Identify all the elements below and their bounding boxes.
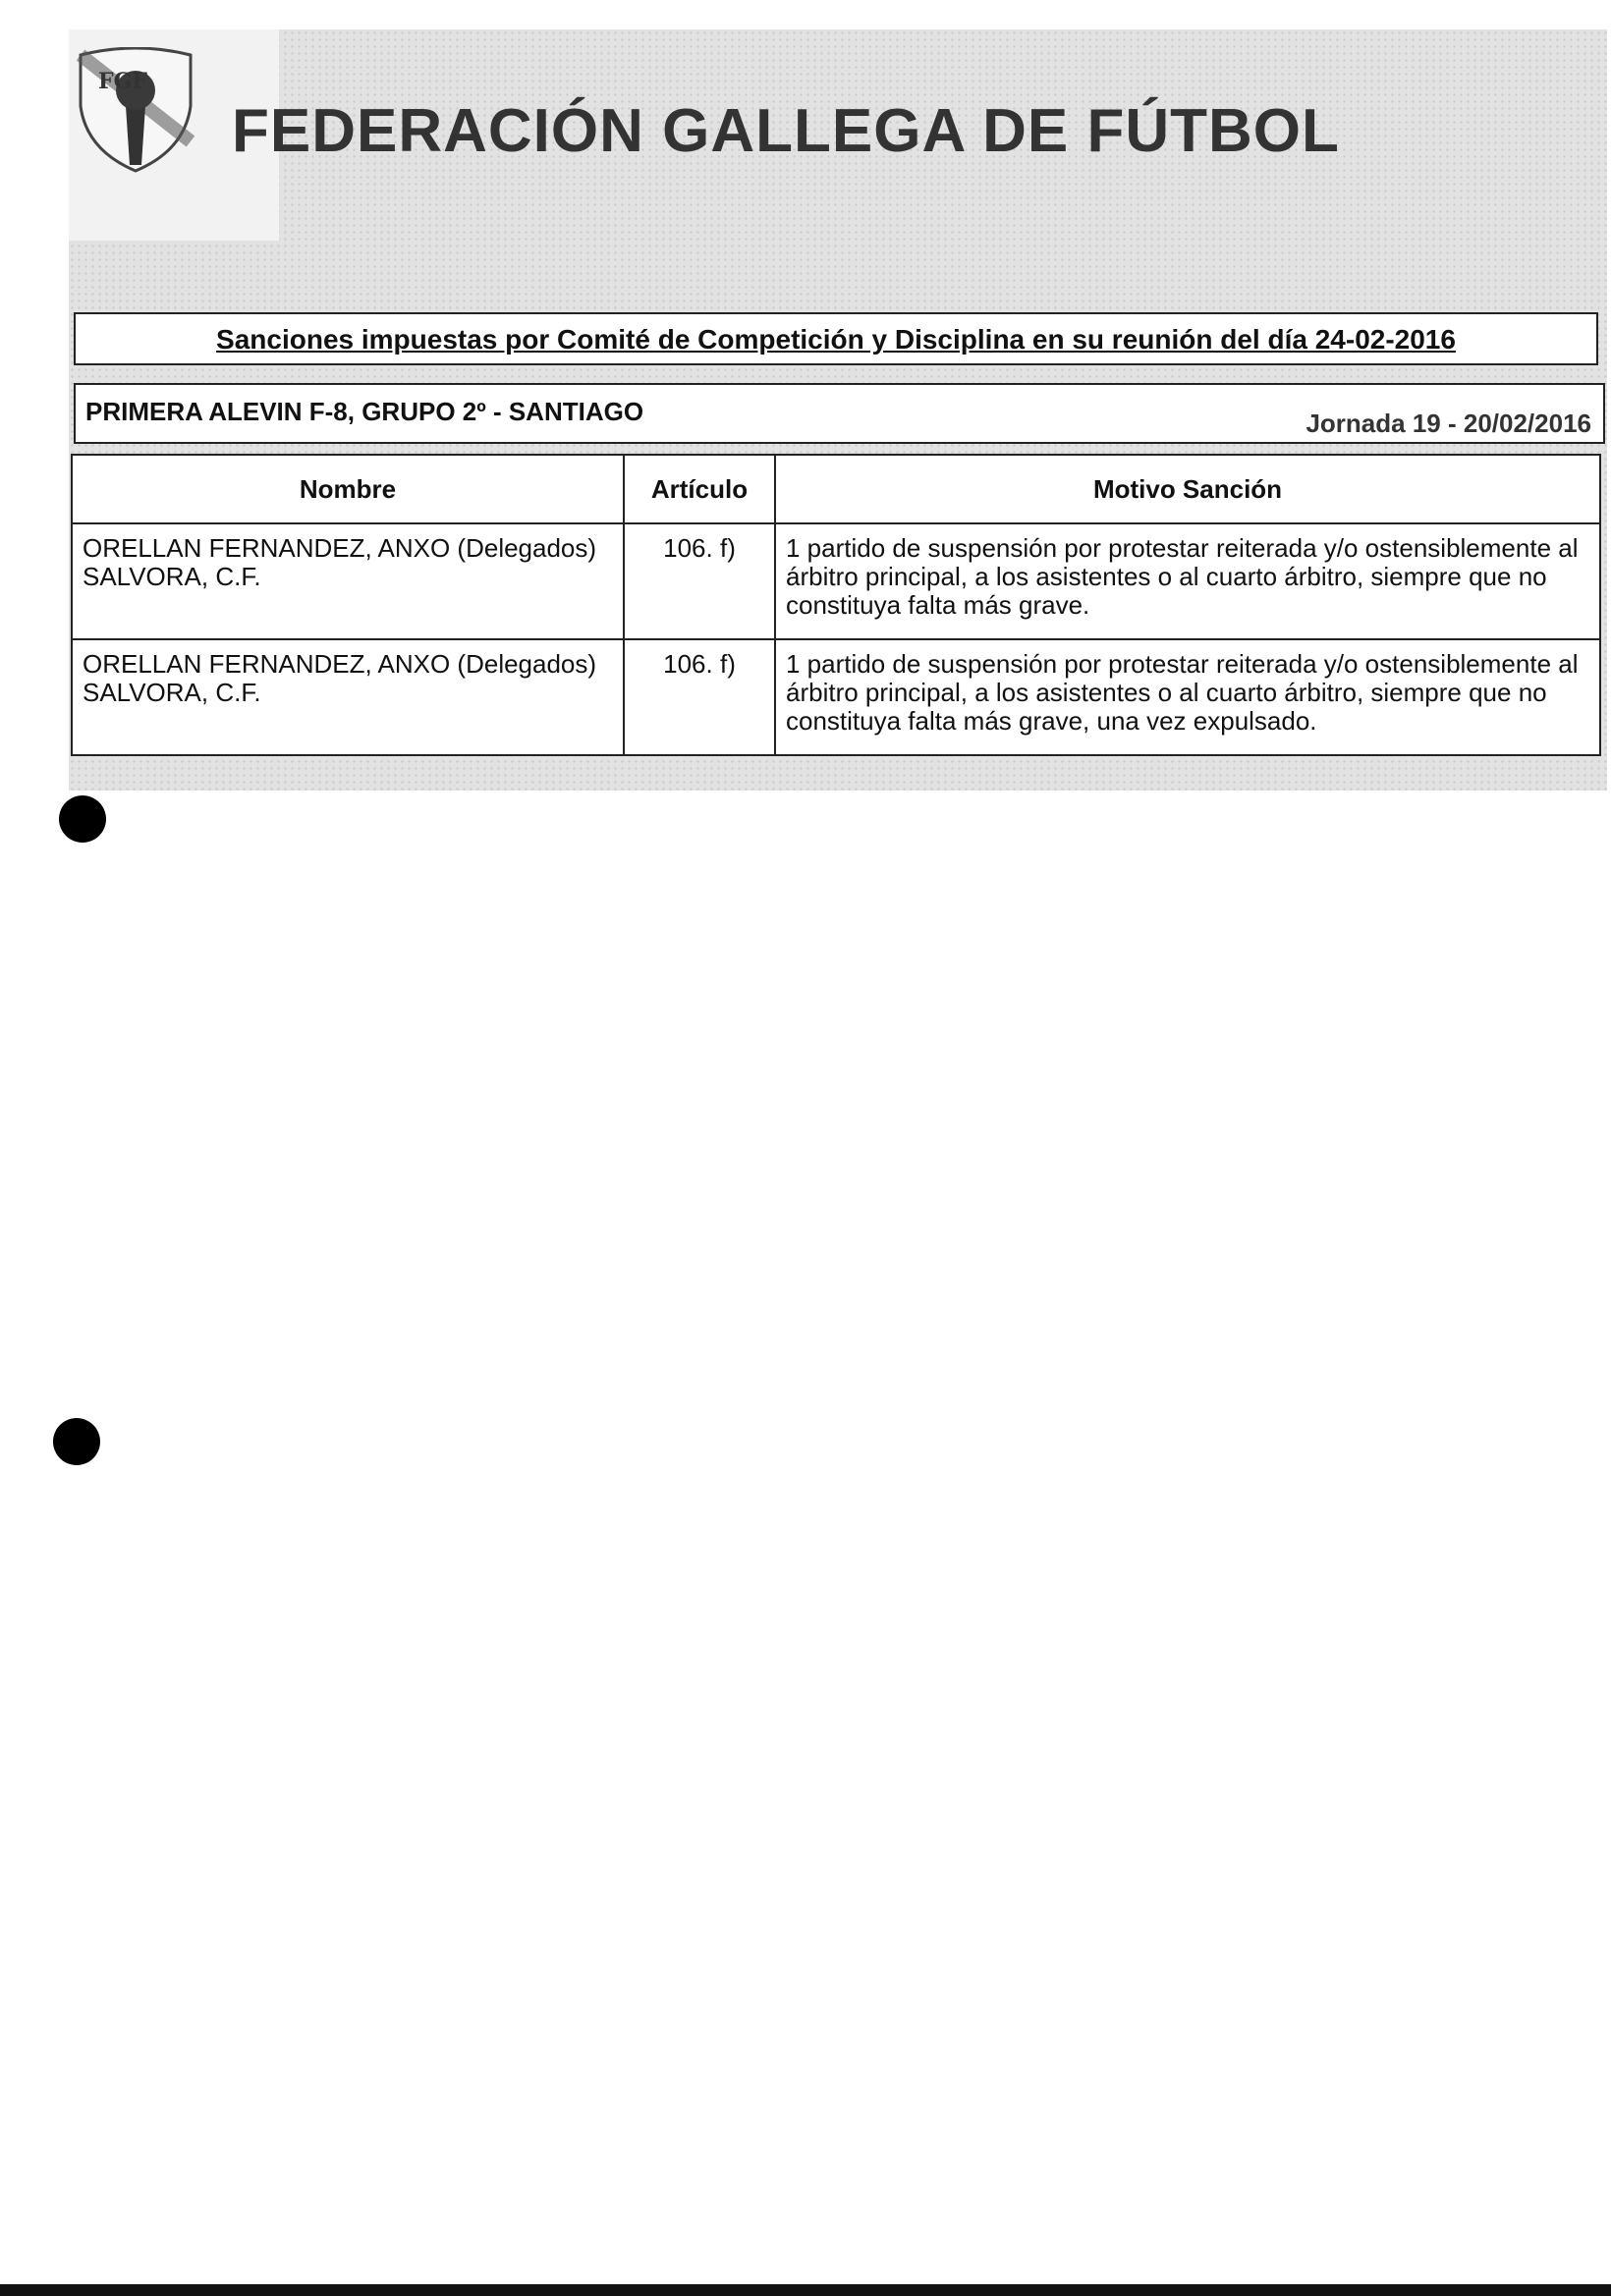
reason-cell: 1 partido de suspensión por protestar reiterada y/o ostensiblemente al árbitro principal, a los asistentes o al cuarto árbitro, siempre que no constituya falta más grave, una vez expulsado.	[775, 639, 1600, 755]
sanctions-heading: Sanciones impuestas por Comité de Competición y Disciplina en su reunión del día 24-02-2016	[216, 324, 1456, 355]
article-cell: 106. f)	[624, 523, 775, 639]
group-name: PRIMERA ALEVIN F-8, GRUPO 2º - SANTIAGO	[85, 397, 644, 426]
name-cell	[72, 523, 624, 639]
column-header-motivo: Motivo Sanción	[775, 455, 1600, 523]
logo-lettering: FGF	[98, 69, 148, 94]
table-row	[72, 639, 1600, 755]
scan-edge	[0, 2284, 1611, 2296]
sanctions-heading-box	[74, 312, 1598, 365]
name-cell	[72, 639, 624, 755]
federation-title: FEDERACIÓN GALLEGA DE FÚTBOL	[232, 97, 1340, 165]
fgf-shield-logo-icon	[77, 47, 194, 175]
reason-cell: 1 partido de suspensión por protestar reiterada y/o ostensiblemente al árbitro principal, a los asistentes o al cuarto árbitro, siempre que no constituya falta más grave.	[775, 523, 1600, 639]
person-name: ORELLAN FERNANDEZ, ANXO (Delegados)	[83, 649, 597, 679]
person-name: ORELLAN FERNANDEZ, ANXO (Delegados)	[83, 533, 597, 563]
article-cell: 106. f)	[624, 639, 775, 755]
jornada-date: Jornada 19 - 20/02/2016	[1305, 409, 1591, 438]
table-header-row	[72, 455, 1600, 523]
club-name: SALVORA, C.F.	[83, 562, 261, 591]
table-row	[72, 523, 1600, 639]
club-name: SALVORA, C.F.	[83, 678, 261, 707]
punch-hole-bottom	[53, 1418, 100, 1465]
sanctions-table	[71, 454, 1601, 756]
column-header-nombre: Nombre	[72, 455, 624, 523]
column-header-articulo: Artículo	[624, 455, 775, 523]
punch-hole-top	[59, 795, 106, 843]
group-header-box	[74, 383, 1605, 444]
